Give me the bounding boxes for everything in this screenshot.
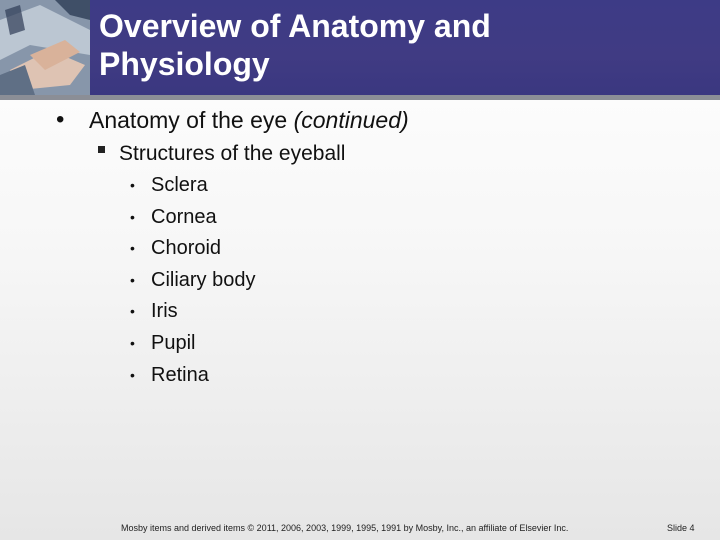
bullet-icon: •	[130, 334, 135, 351]
bullet-icon: •	[130, 303, 135, 320]
sub-bullet-text: Structures of the eyeball	[119, 142, 346, 165]
bullet-icon: •	[130, 271, 135, 288]
bullet-icon: •	[130, 366, 135, 383]
title-line-2: Physiology	[99, 46, 270, 82]
list-item-label: Iris	[151, 300, 178, 323]
heading-main: Anatomy of the eye	[89, 107, 288, 133]
bullet-icon: •	[130, 208, 135, 225]
bullet-icon: •	[130, 177, 135, 193]
slide-number: Slide 4	[667, 523, 695, 533]
list-item-label: Cornea	[151, 205, 217, 228]
bullet-icon: •	[56, 106, 65, 133]
square-bullet-icon	[98, 146, 105, 153]
heading-text	[89, 104, 409, 136]
bullet-icon: •	[130, 240, 135, 257]
copyright-footer: Mosby items and derived items © 2011, 2006, 2003, 1999, 1995, 1991 by Mosby, Inc., an affiliate of Elsevier Inc.	[121, 523, 569, 533]
list-item-label: Ciliary body	[151, 268, 256, 291]
list-item-label: Pupil	[151, 331, 196, 354]
list-item-label: Retina	[151, 363, 209, 386]
list-item-label: Sclera	[151, 174, 208, 196]
title-line-1: Overview of Anatomy and	[99, 8, 491, 44]
heading-note: (continued)	[293, 107, 409, 133]
list-item-label: Choroid	[151, 237, 222, 260]
